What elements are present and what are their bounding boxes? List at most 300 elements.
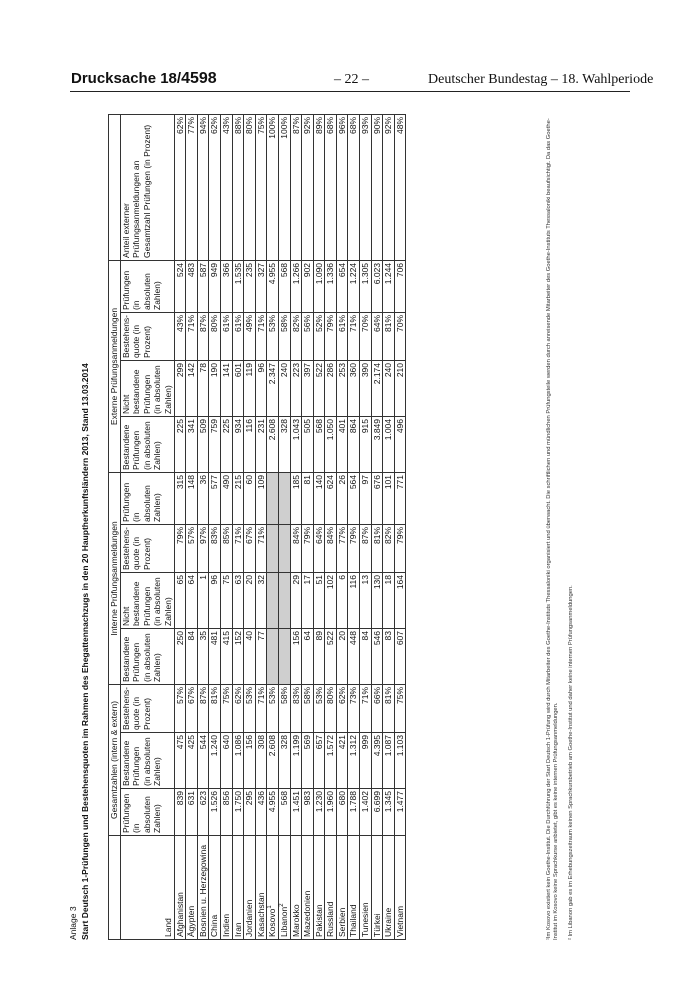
cell-total-exams: 4.955 [267,789,279,836]
column-header-external-share: Anteil externer Prüfungsanmeldungen an Gesamtzahl Prüfungen (in Prozent) [120,114,174,260]
cell-total-exams: 623 [197,789,209,836]
cell-total-exams: 1.230 [313,789,325,836]
cell-internal-failed: 102 [325,572,337,628]
cell-land [325,836,337,940]
cell-external-share: 92% [383,114,395,260]
cell-external-failed: 190 [209,360,221,416]
cell-external-exams: 1.305 [360,260,372,312]
cell-internal-passed: 481 [209,628,221,684]
table-row [360,114,372,939]
cell-internal-exams: 101 [383,472,395,524]
cell-total-rate: 71% [255,684,267,732]
cell-external-share: 62% [174,114,186,260]
table-row [244,114,256,939]
country-name: Ägypten [186,905,197,937]
cell-external-share: 68% [348,114,360,260]
cell-external-passed: 3.849 [371,416,383,472]
cell-internal-failed: 17 [302,572,314,628]
cell-internal-rate: 79% [174,524,186,572]
cell-internal-failed: 20 [244,572,256,628]
cell-internal-exams: 97 [360,472,372,524]
cell-internal-failed: 18 [383,572,395,628]
cell-internal-failed [278,572,290,628]
cell-internal-passed: 83 [383,628,395,684]
cell-external-failed: 240 [383,360,395,416]
cell-internal-passed: 89 [313,628,325,684]
cell-external-exams: 1.535 [232,260,244,312]
cell-total-exams: 568 [278,789,290,836]
cell-total-passed: 475 [174,733,186,789]
cell-external-failed: 286 [325,360,337,416]
cell-internal-rate: 84% [325,524,337,572]
table-row [290,114,302,939]
cell-external-passed: 231 [255,416,267,472]
cell-external-rate: 61% [232,312,244,360]
cell-total-exams: 6.699 [371,789,383,836]
country-name: Kasachstan [255,892,266,937]
cell-external-rate: 80% [209,312,221,360]
cell-external-exams: 1.266 [290,260,302,312]
cell-internal-passed: 250 [174,628,186,684]
cell-total-exams: 1.526 [209,789,221,836]
table-row [209,114,221,939]
corner-cell [109,836,121,940]
cell-external-exams: 654 [336,260,348,312]
cell-total-rate: 66% [371,684,383,732]
cell-internal-rate: 77% [336,524,348,572]
cell-external-passed: 116 [244,416,256,472]
cell-total-passed: 1.199 [290,733,302,789]
table-row [371,114,383,939]
cell-external-share: 87% [290,114,302,260]
cell-external-exams: 706 [394,260,406,312]
cell-total-rate: 83% [290,684,302,732]
cell-external-passed: 2.608 [267,416,279,472]
cell-internal-exams: 185 [290,472,302,524]
cell-external-failed: 2.174 [371,360,383,416]
country-name: Vietnam [394,905,405,937]
footnote-kosovo: ¹Im Kosovo existiert kein Goethe-Institut. Die Durchführung der Start Deutsch 1-Prüfung wird durch Mitarbeiter des Goethe-Instituts Thessaloniki organisiert und überwacht. Die schriftlichen und mündlichen Prüfungsteile werden durch anreisende Mitarbeiter des Goethe-Instituts Thessaloniki beaufsichtigt. Da das Goethe-Institut im Kosovo keine Sprachkurse anbietet, gibt es keine internen Prüfungsanmeldungen. [546,118,559,940]
country-name: Libanon [278,906,289,937]
column-header-external-passed: Bestandene Prüfungen (in absoluten Zahlen) [120,416,174,472]
cell-external-rate: 56% [302,312,314,360]
cell-total-exams: 1.788 [348,789,360,836]
cell-total-rate: 71% [360,684,372,732]
cell-external-share: 93% [360,114,372,260]
cell-internal-passed: 607 [394,628,406,684]
cell-external-rate: 61% [336,312,348,360]
cell-total-exams: 983 [302,789,314,836]
footnote-marker: 2 [279,903,286,907]
cell-external-failed: 390 [360,360,372,416]
cell-external-passed: 225 [174,416,186,472]
cell-internal-passed: 546 [371,628,383,684]
cell-external-failed: 601 [232,360,244,416]
column-header-internal-failed: Nicht bestandene Prüfungen (in absoluten Zahlen) [120,572,174,628]
cell-external-rate: 58% [278,312,290,360]
cell-external-rate: 52% [313,312,325,360]
cell-internal-failed [267,572,279,628]
table-row [220,114,232,939]
cell-total-passed: 569 [302,733,314,789]
cell-external-rate: 81% [383,312,395,360]
cell-total-rate: 81% [383,684,395,732]
cell-land [394,836,406,940]
document-number [71,70,217,88]
cell-external-failed: 522 [313,360,325,416]
country-name: Pakistan [313,904,324,937]
cell-total-exams: 631 [186,789,198,836]
cell-external-share: 88% [232,114,244,260]
country-name: Türkei [371,913,382,937]
cell-land [255,836,267,940]
cell-total-rate: 62% [336,684,348,732]
cell-total-exams: 1.345 [383,789,395,836]
cell-internal-passed: 20 [336,628,348,684]
cell-total-exams: 295 [244,789,256,836]
cell-external-share: 90% [371,114,383,260]
cell-external-passed: 401 [336,416,348,472]
column-header-internal-rate: Bestehens-quote (in Prozent) [120,524,174,572]
cell-internal-rate: 64% [313,524,325,572]
annex-label: Anlage 3 [68,906,78,940]
country-name: Afghanistan [174,892,185,937]
cell-land [174,836,186,940]
cell-external-rate: 61% [220,312,232,360]
group-header-internal: Interne Prüfungsanmeldungen [109,472,121,684]
cell-total-exams: 436 [255,789,267,836]
cell-total-passed: 640 [220,733,232,789]
cell-internal-exams: 676 [371,472,383,524]
cell-internal-rate: 57% [186,524,198,572]
cell-total-passed: 1.103 [394,733,406,789]
table-row [348,114,360,939]
cell-internal-failed: 64 [186,572,198,628]
cell-total-rate: 53% [313,684,325,732]
cell-total-rate: 62% [232,684,244,732]
table-row [302,114,314,939]
cell-external-passed: 341 [186,416,198,472]
cell-external-passed: 505 [302,416,314,472]
cell-internal-rate: 97% [197,524,209,572]
cell-internal-failed: 1 [197,572,209,628]
cell-external-rate: 49% [244,312,256,360]
cell-internal-exams [278,472,290,524]
cell-internal-rate: 81% [371,524,383,572]
cell-internal-passed: 64 [302,628,314,684]
publisher-line: Deutscher Bundestag – 18. Wahlperiode [428,72,654,87]
country-name: Mazedonien [302,890,313,937]
cell-total-passed: 156 [244,733,256,789]
cell-external-passed: 509 [197,416,209,472]
cell-internal-exams [267,472,279,524]
country-name: Marokko [290,904,301,937]
country-name: China [209,914,220,937]
cell-external-exams: 1.244 [383,260,395,312]
group-header-total: Gesamtzahlen (intern & extern) [109,684,121,835]
table-row [383,114,395,939]
country-name: Thailand [348,904,359,937]
cell-external-share: 96% [336,114,348,260]
cell-internal-passed: 156 [290,628,302,684]
cell-land [360,836,372,940]
cell-external-rate: 71% [348,312,360,360]
cell-external-failed: 360 [348,360,360,416]
table-caption: Start Deutsch 1-Prüfungen und Bestehensquoten im Rahmen des Ehegattennachzugs in den 20 Hauptherkunftsländern 2013, Stand 13.03.2014 [80,363,90,940]
table-row [278,114,290,939]
table-row [394,114,406,939]
cell-total-rate: 75% [394,684,406,732]
cell-internal-rate: 79% [348,524,360,572]
cell-external-exams: 6.023 [371,260,383,312]
cell-external-share: 62% [209,114,221,260]
cell-internal-passed: 448 [348,628,360,684]
cell-external-share: 100% [278,114,290,260]
cell-total-passed: 4.395 [371,733,383,789]
cell-internal-rate [278,524,290,572]
table-row [255,114,267,939]
cell-internal-rate: 71% [232,524,244,572]
cell-internal-passed [278,628,290,684]
cell-internal-exams: 26 [336,472,348,524]
cell-internal-rate: 85% [220,524,232,572]
cell-internal-rate: 83% [209,524,221,572]
cell-total-rate: 58% [278,684,290,732]
cell-land [290,836,302,940]
cell-internal-passed: 522 [325,628,337,684]
cell-external-share: 68% [325,114,337,260]
cell-external-share: 75% [255,114,267,260]
cell-total-passed: 328 [278,733,290,789]
cell-land [371,836,383,940]
cell-internal-exams: 81 [302,472,314,524]
cell-external-failed: 2.347 [267,360,279,416]
cell-internal-rate: 79% [394,524,406,572]
cell-internal-failed: 65 [174,572,186,628]
cell-external-failed: 210 [394,360,406,416]
cell-internal-exams: 36 [197,472,209,524]
cell-internal-exams: 140 [313,472,325,524]
cell-internal-rate: 71% [255,524,267,572]
cell-external-rate: 53% [267,312,279,360]
cell-internal-passed: 84 [360,628,372,684]
country-name: Iran [232,922,243,937]
country-name: Tunesien [360,902,371,937]
cell-internal-exams: 771 [394,472,406,524]
cell-internal-failed: 29 [290,572,302,628]
cell-external-passed: 864 [348,416,360,472]
cell-external-rate: 70% [360,312,372,360]
cell-internal-exams: 577 [209,472,221,524]
cell-external-exams: 902 [302,260,314,312]
cell-internal-passed: 35 [197,628,209,684]
rotated-page-content [68,110,633,940]
cell-total-rate: 58% [302,684,314,732]
column-header-external-failed: Nicht bestandene Prüfungen (in absoluten Zahlen) [120,360,174,416]
cell-internal-rate: 87% [360,524,372,572]
cell-external-exams: 568 [278,260,290,312]
cell-land [302,836,314,940]
cell-internal-failed: 75 [220,572,232,628]
cell-land [278,836,290,940]
cell-internal-exams: 109 [255,472,267,524]
cell-internal-rate: 84% [290,524,302,572]
document-number-value: 4598 [181,70,217,87]
cell-external-passed: 1.043 [290,416,302,472]
cell-internal-exams: 564 [348,472,360,524]
cell-internal-failed: 13 [360,572,372,628]
table-row [336,114,348,939]
cell-internal-exams: 315 [174,472,186,524]
table-row [186,114,198,939]
cell-total-exams: 839 [174,789,186,836]
cell-total-rate: 57% [174,684,186,732]
cell-total-passed: 2.608 [267,733,279,789]
cell-external-failed: 253 [336,360,348,416]
country-name: Jordanien [244,899,255,937]
cell-external-share: 77% [186,114,198,260]
cell-external-rate: 64% [371,312,383,360]
cell-total-rate: 81% [209,684,221,732]
cell-external-rate: 71% [255,312,267,360]
cell-external-passed: 568 [313,416,325,472]
cell-internal-failed: 96 [209,572,221,628]
cell-total-passed: 308 [255,733,267,789]
cell-internal-failed: 32 [255,572,267,628]
cell-total-rate: 53% [267,684,279,732]
cell-external-rate: 82% [290,312,302,360]
cell-total-passed: 1.086 [232,733,244,789]
cell-land [313,836,325,940]
cell-external-share: 92% [302,114,314,260]
cell-external-exams: 366 [220,260,232,312]
cell-internal-rate: 82% [383,524,395,572]
table-row [267,114,279,939]
cell-total-rate: 73% [348,684,360,732]
cell-external-exams: 1.090 [313,260,325,312]
cell-external-share: 80% [244,114,256,260]
cell-land [267,836,279,940]
cell-internal-exams: 624 [325,472,337,524]
cell-internal-exams: 60 [244,472,256,524]
cell-internal-passed: 84 [186,628,198,684]
cell-external-failed: 397 [302,360,314,416]
cell-external-exams: 327 [255,260,267,312]
cell-external-passed: 934 [232,416,244,472]
country-name: Bosnien u. Herzegowina [197,844,208,937]
cell-total-rate: 53% [244,684,256,732]
cell-internal-rate: 67% [244,524,256,572]
table-row [174,114,186,939]
cell-total-passed: 421 [336,733,348,789]
cell-total-passed: 544 [197,733,209,789]
header-rule [70,91,630,92]
country-name: Kosovo [267,908,278,937]
column-header-total-rate: Bestehens-quote (in Prozent) [120,684,174,732]
cell-external-exams: 524 [174,260,186,312]
cell-total-passed: 425 [186,733,198,789]
cell-external-rate: 79% [325,312,337,360]
cell-total-rate: 80% [325,684,337,732]
footnote-libanon: ² Im Libanon gab es im Erhebungszeitraum keinen Sprachkursbetrieb am Goethe-Institut und daher keine internen Prüfungsanmeldungen. [568,585,574,940]
cell-external-failed: 299 [174,360,186,416]
cell-external-share: 48% [394,114,406,260]
column-header-external-exams: Prüfungen (in absoluten Zahlen) [120,260,174,312]
country-name: Indien [220,913,231,937]
cell-external-share: 89% [313,114,325,260]
document-label: Drucksache 18/ [71,70,182,87]
cell-external-failed: 119 [244,360,256,416]
cell-total-passed: 657 [313,733,325,789]
cell-internal-failed: 130 [371,572,383,628]
cell-external-exams: 1.224 [348,260,360,312]
group-header-external: Externe Prüfungsanmeldungen [109,260,121,472]
cell-external-exams: 235 [244,260,256,312]
cell-land [336,836,348,940]
cell-internal-exams: 215 [232,472,244,524]
cell-internal-failed: 6 [336,572,348,628]
country-name: Serbien [336,907,347,937]
cell-total-passed: 1.240 [209,733,221,789]
cell-external-share: 94% [197,114,209,260]
cell-total-exams: 680 [336,789,348,836]
cell-total-exams: 1.451 [290,789,302,836]
cell-external-share: 100% [267,114,279,260]
column-header-land: Land [120,836,174,940]
cell-total-passed: 999 [360,733,372,789]
exam-statistics-table [108,114,406,940]
column-header-total-passed: Bestandene Prüfungen (in absoluten Zahlen) [120,733,174,789]
cell-external-exams: 949 [209,260,221,312]
column-header-internal-exams: Prüfungen (in absoluten Zahlen) [120,472,174,524]
cell-external-passed: 915 [360,416,372,472]
cell-total-passed: 1.312 [348,733,360,789]
cell-external-passed: 759 [209,416,221,472]
table-row [313,114,325,939]
cell-land [244,836,256,940]
cell-external-exams: 483 [186,260,198,312]
cell-external-passed: 496 [394,416,406,472]
cell-internal-passed: 415 [220,628,232,684]
cell-land [197,836,209,940]
cell-external-failed: 240 [278,360,290,416]
cell-total-exams: 856 [220,789,232,836]
cell-total-passed: 1.087 [383,733,395,789]
group-header-blank [109,114,121,260]
cell-external-rate: 43% [174,312,186,360]
cell-total-exams: 1.750 [232,789,244,836]
cell-external-exams: 587 [197,260,209,312]
cell-external-passed: 1.050 [325,416,337,472]
cell-land [348,836,360,940]
cell-total-exams: 1.402 [360,789,372,836]
cell-internal-failed: 63 [232,572,244,628]
footnote-marker: 1 [267,905,274,909]
cell-land [220,836,232,940]
cell-internal-rate [267,524,279,572]
cell-external-exams: 4.955 [267,260,279,312]
country-name: Ukraine [383,907,394,937]
cell-external-failed: 142 [186,360,198,416]
cell-external-failed: 223 [290,360,302,416]
cell-land [209,836,221,940]
table-row [197,114,209,939]
cell-internal-failed: 116 [348,572,360,628]
cell-total-rate: 67% [186,684,198,732]
cell-internal-passed [267,628,279,684]
cell-total-rate: 87% [197,684,209,732]
cell-land [186,836,198,940]
